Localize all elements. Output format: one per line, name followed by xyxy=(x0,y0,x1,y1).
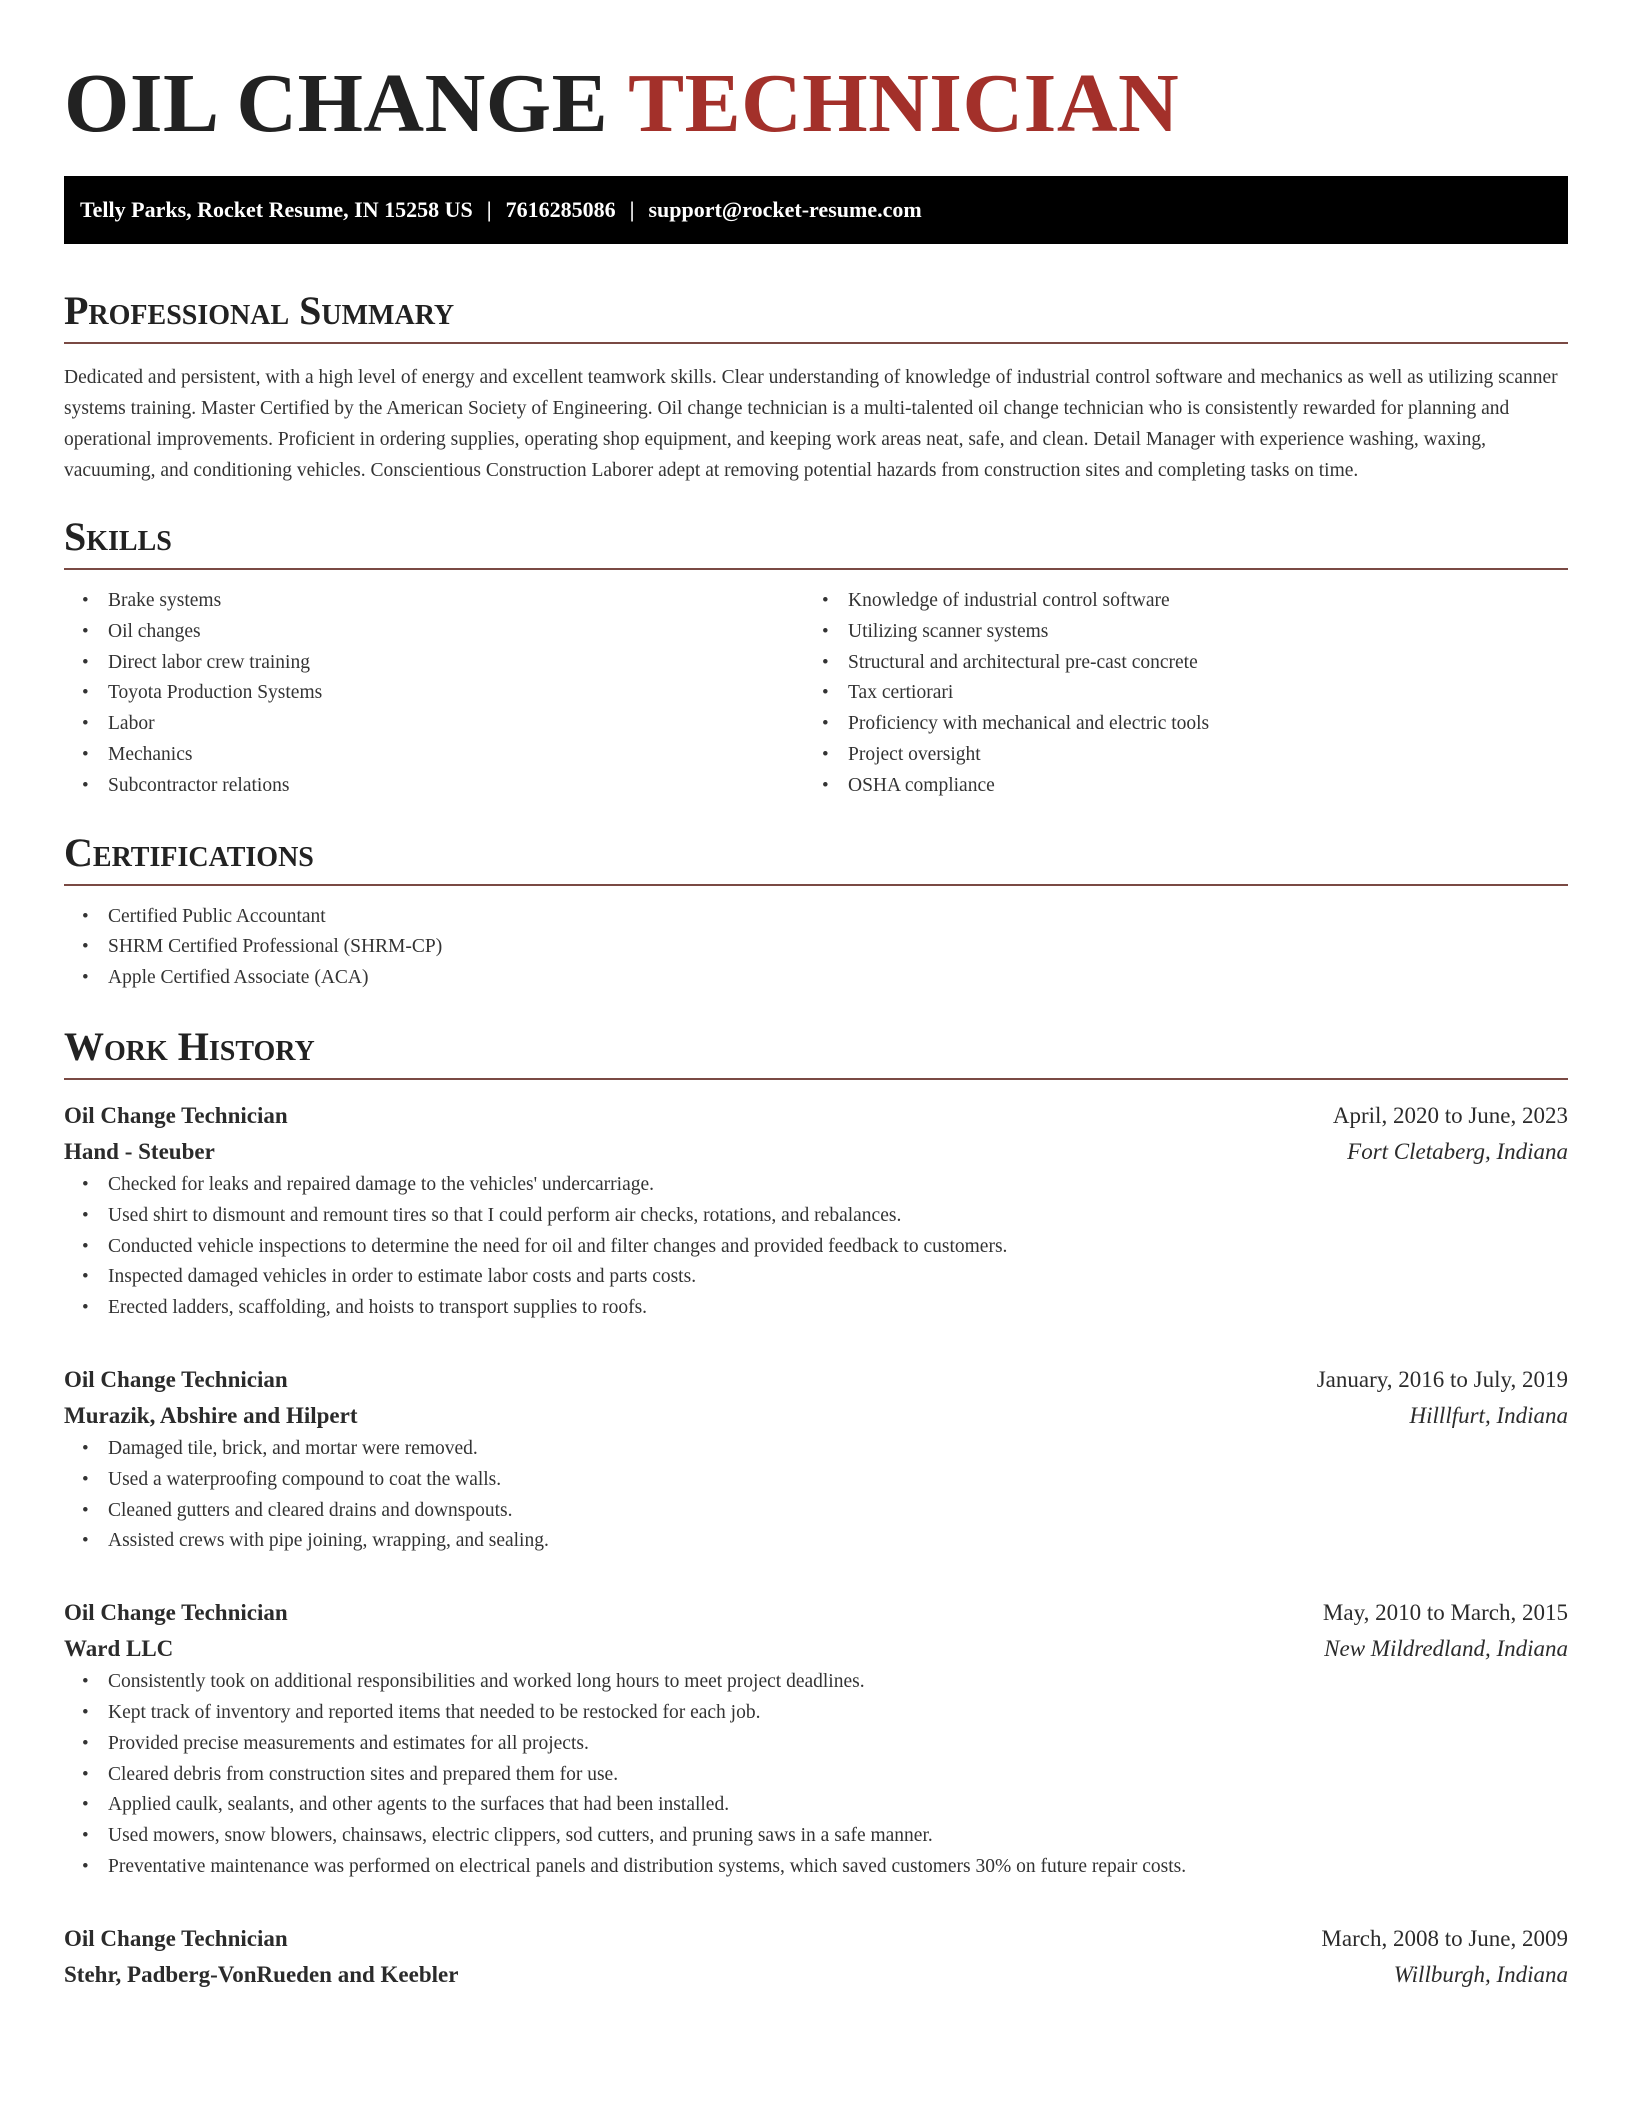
contact-separator: | xyxy=(486,197,492,222)
job-company-row xyxy=(64,1957,1568,1993)
summary-heading: Professional Summary xyxy=(64,286,1568,344)
skill-item: • Proficiency with mechanical and electric tools xyxy=(804,709,1544,740)
skill-item: • Subcontractor relations xyxy=(64,771,804,802)
job-duty-item: • Checked for leaks and repaired damage to the vehicles' undercarriage. xyxy=(64,1170,1568,1201)
job-title: Oil Change Technician xyxy=(64,1600,288,1626)
job-company: Stehr, Padberg-VonRueden and Keebler xyxy=(64,1961,459,1987)
job-company-row xyxy=(64,1631,1568,1667)
skill-item: • Direct labor crew training xyxy=(64,648,804,679)
skill-item: • Labor xyxy=(64,709,804,740)
job-duty-item: • Applied caulk, sealants, and other agents to the surfaces that had been installed. xyxy=(64,1790,1568,1821)
job-duty-item: • Preventative maintenance was performed on electrical panels and distribution systems, which saved customers 30% on future repair costs. xyxy=(64,1852,1568,1883)
job-company-row xyxy=(64,1398,1568,1434)
job-company-row xyxy=(64,1134,1568,1170)
job-company: Hand - Steuber xyxy=(64,1138,215,1164)
job-duties xyxy=(64,1667,1568,1883)
certifications-items xyxy=(64,902,1568,994)
job-entry xyxy=(64,1595,1568,1883)
job-company: Ward LLC xyxy=(64,1636,174,1662)
resume-page xyxy=(64,0,1568,1993)
skill-item: • Utilizing scanner systems xyxy=(804,617,1544,648)
job-location: Willburgh, Indiana xyxy=(1393,1961,1568,1987)
job-title-row xyxy=(64,1098,1568,1134)
job-title: Oil Change Technician xyxy=(64,1925,288,1951)
contact-phone[interactable]: 7616285086 xyxy=(505,197,616,222)
job-duty-item: • Assisted crews with pipe joining, wrapping, and sealing. xyxy=(64,1526,1568,1557)
skills-list xyxy=(64,586,1568,802)
job-duty-item: • Cleaned gutters and cleared drains and downspouts. xyxy=(64,1496,1568,1527)
job-entry xyxy=(64,1921,1568,1993)
contact-separator: | xyxy=(629,197,635,222)
job-location: Hilllfurt, Indiana xyxy=(1409,1402,1568,1428)
job-duty-item: • Cleared debris from construction sites and prepared them for use. xyxy=(64,1760,1568,1791)
job-duties xyxy=(64,1434,1568,1557)
job-duty-item: • Consistently took on additional responsibilities and worked long hours to meet project deadlines. xyxy=(64,1667,1568,1698)
skills-column-right xyxy=(804,586,1544,802)
job-dates: May, 2010 to March, 2015 xyxy=(1322,1600,1568,1626)
job-duty-item: • Conducted vehicle inspections to determine the need for oil and filter changes and provided feedback to customers. xyxy=(64,1232,1568,1263)
certification-item: • SHRM Certified Professional (SHRM-CP) xyxy=(64,932,1568,963)
job-duty-item: • Erected ladders, scaffolding, and hoists to transport supplies to roofs. xyxy=(64,1293,1568,1324)
job-title: Oil Change Technician xyxy=(64,1366,288,1392)
job-duty-item: • Used shirt to dismount and remount tires so that I could perform air checks, rotations, and rebalances. xyxy=(64,1201,1568,1232)
summary-text: Dedicated and persistent, with a high level of energy and excellent teamwork skills. Clear understanding of knowledge of industrial control software and mechanics as well as utilizing scanner systems training. Master Certified by the American Society of Engineering. Oil change technician is a multi-talented oil change technician who is consistently rewarded for planning and operational improvements. Proficient in ordering supplies, operating shop equipment, and keeping work areas neat, safe, and clean. Detail Manager with experience washing, waxing, vacuuming, and conditioning vehicles. Conscientious Construction Laborer adept at removing potential hazards from construction sites and completing tasks on time. xyxy=(64,367,1558,481)
job-duties xyxy=(64,1170,1568,1324)
skill-item: • Oil changes xyxy=(64,617,804,648)
work-history-heading: Work History xyxy=(64,1022,1568,1080)
job-title-row xyxy=(64,1362,1568,1398)
job-duty-item: • Inspected damaged vehicles in order to estimate labor costs and parts costs. xyxy=(64,1262,1568,1293)
job-entry xyxy=(64,1098,1568,1324)
job-duty-item: • Kept track of inventory and reported items that needed to be restocked for each job. xyxy=(64,1698,1568,1729)
resume-title xyxy=(64,0,1568,152)
skill-item: • Structural and architectural pre-cast concrete xyxy=(804,648,1544,679)
job-entry xyxy=(64,1362,1568,1557)
skills-column-left xyxy=(64,586,804,802)
skills-heading: Skills xyxy=(64,512,1568,570)
contact-name-address: Telly Parks, Rocket Resume, IN 15258 US xyxy=(80,197,473,222)
job-title: Oil Change Technician xyxy=(64,1102,288,1128)
skill-item: • Mechanics xyxy=(64,740,804,771)
job-dates: January, 2016 to July, 2019 xyxy=(1316,1366,1568,1392)
job-title-row xyxy=(64,1595,1568,1631)
certification-item: • Apple Certified Associate (ACA) xyxy=(64,963,1568,994)
skill-item: • Knowledge of industrial control software xyxy=(804,586,1544,617)
job-company: Murazik, Abshire and Hilpert xyxy=(64,1402,358,1428)
certification-item: • Certified Public Accountant xyxy=(64,902,1568,933)
job-duty-item: • Used mowers, snow blowers, chainsaws, electric clippers, sod cutters, and pruning saws in a safe manner. xyxy=(64,1821,1568,1852)
certifications-list xyxy=(64,902,1568,994)
job-duty-item: • Used a waterproofing compound to coat the walls. xyxy=(64,1465,1568,1496)
job-title-row xyxy=(64,1921,1568,1957)
job-duty-item: • Provided precise measurements and estimates for all projects. xyxy=(64,1729,1568,1760)
title-part-accent: TECHNICIAN xyxy=(628,57,1180,150)
certifications-heading: Certifications xyxy=(64,828,1568,886)
skill-item: • Brake systems xyxy=(64,586,804,617)
job-location: Fort Cletaberg, Indiana xyxy=(1347,1138,1568,1164)
job-dates: March, 2008 to June, 2009 xyxy=(1321,1925,1568,1951)
contact-email[interactable]: support@rocket-resume.com xyxy=(648,197,922,222)
job-dates: April, 2020 to June, 2023 xyxy=(1332,1102,1568,1128)
skill-item: • Project oversight xyxy=(804,740,1544,771)
job-duty-item: • Damaged tile, brick, and mortar were removed. xyxy=(64,1434,1568,1465)
skill-item: • Tax certiorari xyxy=(804,678,1544,709)
contact-bar xyxy=(64,176,1568,244)
skill-item: • Toyota Production Systems xyxy=(64,678,804,709)
job-location: New Mildredland, Indiana xyxy=(1324,1636,1568,1662)
skill-item: • OSHA compliance xyxy=(804,771,1544,802)
title-part-main: OIL CHANGE xyxy=(64,57,609,150)
